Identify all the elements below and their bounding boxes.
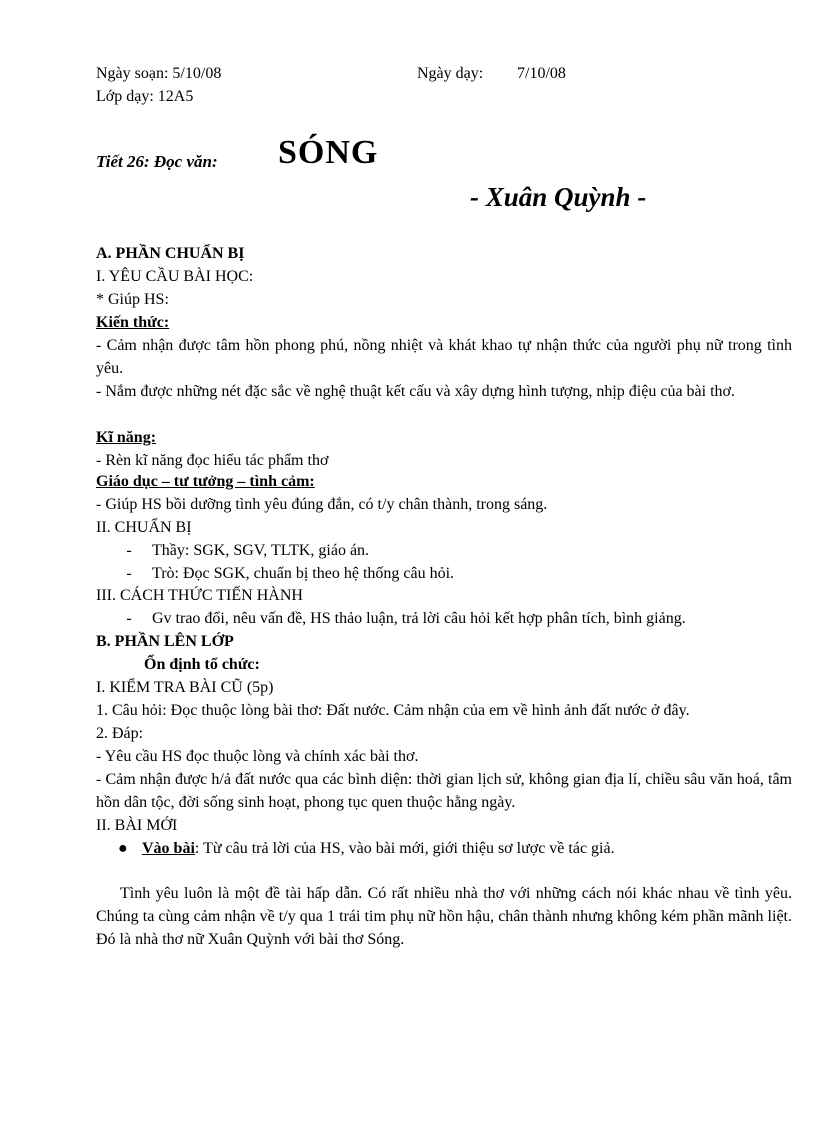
cau-hoi: 1. Câu hỏi: Đọc thuộc lòng bài thơ: Đất nước. Cảm nhận của em về hình ảnh đất nước ở đây.: [96, 702, 690, 719]
dash-marker: -: [126, 542, 132, 559]
vao-bai-text: : Từ câu trả lời của HS, vào bài mới, giới thiệu sơ lược về tác giả.: [194, 840, 615, 857]
bullet-icon: ●: [118, 840, 128, 857]
vao-bai-label: Vào bài: [142, 840, 195, 857]
cach-thuc-item-1-text: Gv trao đổi, nêu vấn đề, HS thảo luận, trả lời câu hỏi kết hợp phân tích, bình giảng.: [152, 610, 686, 627]
section-a-i-heading: I. YÊU CẦU BÀI HỌC:: [96, 268, 254, 285]
cach-thuc-heading: III. CÁCH THỨC TIẾN HÀNH: [96, 587, 303, 604]
vao-bai-item: [96, 837, 792, 860]
dash-marker: -: [126, 565, 132, 582]
section-a-heading: A. PHẦN CHUẨN BỊ: [96, 245, 245, 262]
bai-moi-heading: II. BÀI MỚI: [96, 817, 178, 834]
chuan-bi-item-2-text: Trò: Đọc SGK, chuẩn bị theo hệ thống câu hỏi.: [152, 565, 455, 582]
poem-title: SÓNG: [278, 134, 379, 171]
lesson-label: Tiết 26: Đọc văn:: [96, 152, 218, 171]
giup-hs: * Giúp HS:: [96, 291, 169, 308]
giao-duc-item-1: - Giúp HS bồi dưỡng tình yêu đúng đắn, có t/y chân thành, trong sáng.: [96, 496, 548, 513]
ngay-soan: Ngày soạn: 5/10/08: [96, 65, 222, 82]
kiem-tra-heading: I. KIỂM TRA BÀI CŨ (5p): [96, 679, 274, 696]
ngay-day-value: 7/10/08: [517, 65, 566, 82]
chuan-bi-item-2: [96, 562, 792, 585]
lop-day: Lớp dạy: 12A5: [96, 88, 194, 105]
chuan-bi-item-1: [96, 539, 792, 562]
dash-marker: -: [126, 610, 132, 627]
section-b-heading: B. PHẦN LÊN LỚP: [96, 633, 234, 650]
dap-item-2: - Cảm nhận được h/ả đất nước qua các bình diện: thời gian lịch sử, không gian địa lí, chiều sâu văn hoá, tâm hồn dân tộc, đời sống sinh hoạt, phong tục quen thuộc hằng ngày.: [96, 771, 792, 811]
ki-nang-item-1: - Rèn kĩ năng đọc hiểu tác phẩm thơ: [96, 452, 329, 469]
dap-item-1: - Yêu cầu HS đọc thuộc lòng và chính xác bài thơ.: [96, 748, 419, 765]
kien-thuc-heading: Kiến thức:: [96, 314, 170, 331]
cach-thuc-item-1: [96, 607, 792, 630]
chuan-bi-item-1-text: Thầy: SGK, SGV, TLTK, giáo án.: [152, 542, 370, 559]
ki-nang-heading: Kĩ năng:: [96, 429, 157, 446]
dap-heading: 2. Đáp:: [96, 725, 144, 742]
giao-duc-heading: Giáo dục – tư tưởng – tình cảm:: [96, 473, 315, 490]
kien-thuc-item-2: - Nắm được những nét đặc sắc về nghệ thuật kết cấu và xây dựng hình tượng, nhịp điệu của bài thơ.: [96, 383, 736, 400]
chuan-bi-heading: II. CHUẨN BỊ: [96, 519, 192, 536]
ngay-day-label: Ngày dạy:: [417, 65, 484, 82]
author-name: - Xuân Quỳnh -: [470, 182, 647, 212]
intro-paragraph: Tình yêu luôn là một đề tài hấp dẫn. Có rất nhiều nhà thơ với những cách nói khác nhau về tình yêu. Chúng ta cùng cảm nhận về t/y qua 1 trái tim phụ nữ hồn hậu, chân thành nhưng không kém phần mãnh liệt. Đó là nhà thơ nữ Xuân Quỳnh với bài thơ Sóng.: [96, 885, 792, 948]
kien-thuc-item-1: - Cảm nhận được tâm hồn phong phú, nồng nhiệt và khát khao tự nhận thức của người phụ nữ trong tình yêu.: [96, 337, 792, 377]
on-dinh-to-chuc: Ổn định tổ chức:: [144, 656, 260, 673]
